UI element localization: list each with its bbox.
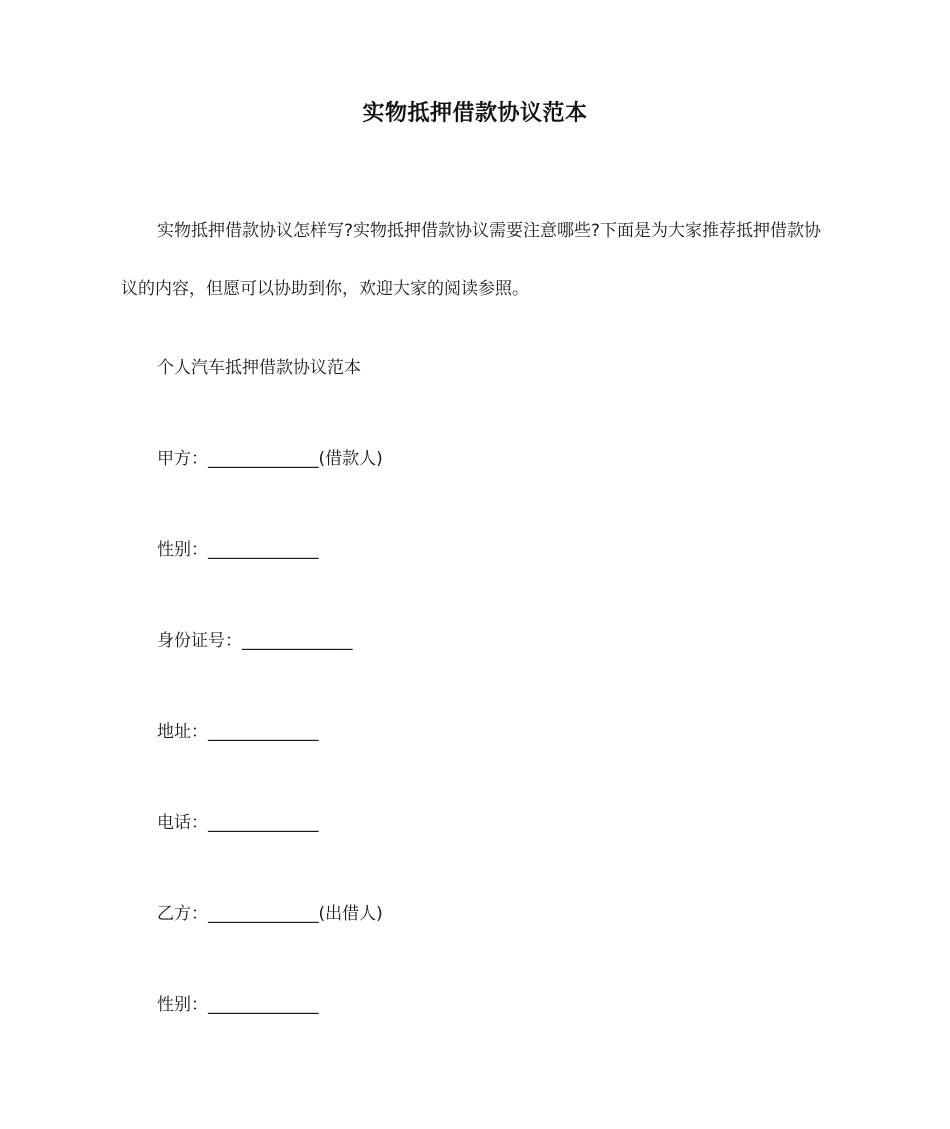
party-a-line: 甲方：_____________(借款人) <box>157 449 383 469</box>
party-a-address-line: 地址：_____________ <box>157 722 319 742</box>
document-title: 实物抵押借款协议范本 <box>362 101 588 126</box>
intro-paragraph: 实物抵押借款协议怎样写?实物抵押借款协议需要注意哪些?下面是为大家推荐抵押借款协议的内容，但愿可以协助到你，欢迎大家的阅读参照。 <box>121 221 822 299</box>
party-a-id-line: 身份证号：_____________ <box>157 631 353 651</box>
party-b-gender-line: 性别：_____________ <box>157 995 319 1015</box>
party-b-line: 乙方：_____________(出借人) <box>157 904 383 924</box>
section-heading: 个人汽车抵押借款协议范本 <box>157 358 361 378</box>
party-a-phone-line: 电话：_____________ <box>157 813 319 833</box>
party-a-gender-line: 性别：_____________ <box>157 540 319 560</box>
